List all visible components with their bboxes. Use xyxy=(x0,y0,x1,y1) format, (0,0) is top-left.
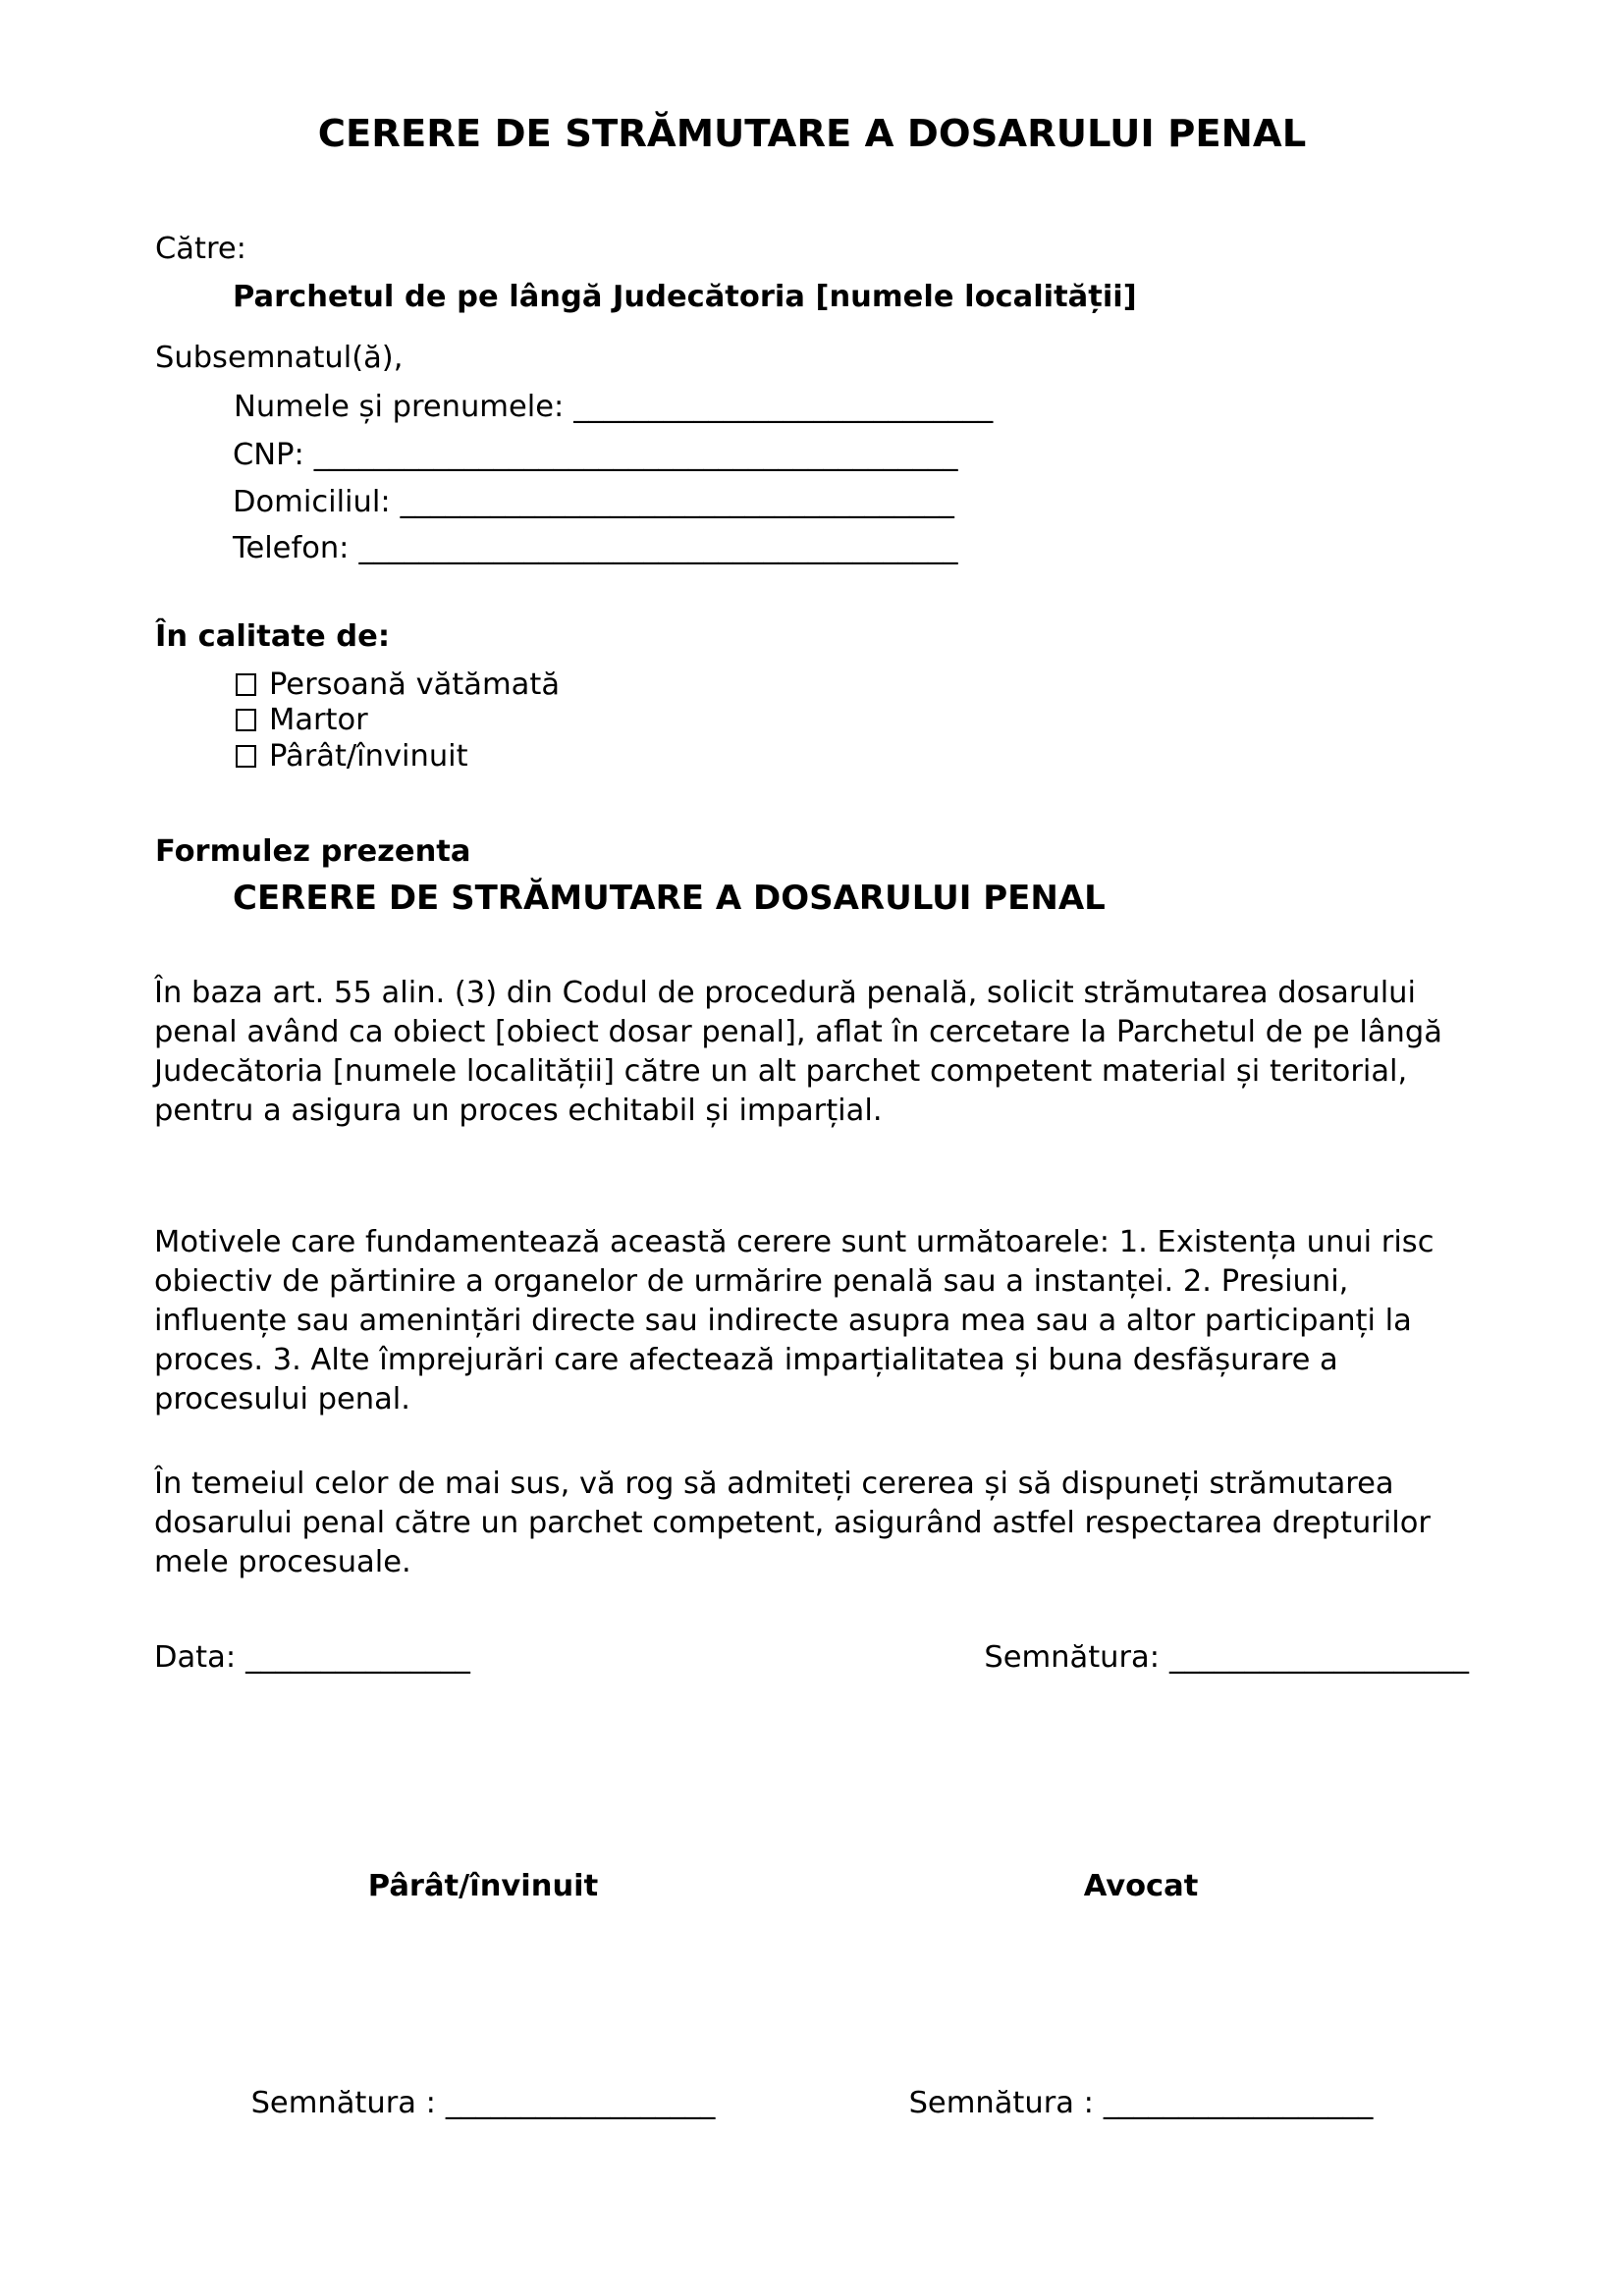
checkbox-icon[interactable] xyxy=(236,745,256,768)
field-phone-blank[interactable]: ________________________________________ xyxy=(358,531,958,565)
lawyer-signature-label: Semnătura : xyxy=(908,2086,1094,2120)
field-phone-label: Telefon: xyxy=(233,531,350,565)
field-address xyxy=(233,485,954,519)
checkbox-icon[interactable] xyxy=(236,709,256,731)
request-intro: Formulez prezenta xyxy=(155,834,471,869)
date-blank[interactable]: _______________ xyxy=(245,1640,470,1675)
capacity-option-label: Persoană vătămată xyxy=(269,667,561,702)
field-cnp-label: CNP: xyxy=(233,438,304,472)
applicant-intro: Subsemnatul(ă), xyxy=(155,341,404,375)
recipient-label: Către: xyxy=(155,232,246,266)
field-name-label: Numele și prenumele: xyxy=(234,390,565,424)
date-field xyxy=(154,1640,470,1675)
field-address-blank[interactable]: _____________________________________ xyxy=(400,485,954,519)
document-title: CERERE DE STRĂMUTARE A DOSARULUI PENAL xyxy=(317,112,1307,156)
capacity-option-label: Pârât/învinuit xyxy=(269,739,468,774)
capacity-option-defendant[interactable] xyxy=(236,739,468,774)
field-cnp-blank[interactable]: ___________________________________________ xyxy=(313,438,958,472)
request-title: CERERE DE STRĂMUTARE A DOSARULUI PENAL xyxy=(233,879,1106,918)
date-signature-row xyxy=(154,1640,1469,1675)
defendant-signature-label: Semnătura : xyxy=(250,2086,436,2120)
lawyer-signature-field xyxy=(812,2086,1470,2120)
signature-roles-row xyxy=(154,1869,1470,1903)
signature-label: Semnătura: xyxy=(984,1640,1160,1675)
field-cnp xyxy=(233,438,958,472)
capacity-option-label: Martor xyxy=(269,703,368,737)
signature-field xyxy=(984,1640,1469,1675)
field-name-blank[interactable]: ____________________________ xyxy=(573,390,994,424)
field-phone xyxy=(233,531,958,565)
paragraph-legal-basis: În baza art. 55 alin. (3) din Codul de procedură penală, solicit strămutarea dosarului penal având ca obiect [obiect dosar penal], aflat în cercetare la Parchetul de pe lângă Judecătoria [numele localității] către un alt parchet competent material și teritorial, pentru a asigura un proces echitabil și imparțial. xyxy=(154,976,1442,1128)
field-address-label: Domiciliul: xyxy=(233,485,391,519)
defendant-signature-field xyxy=(154,2086,812,2120)
paragraph-conclusion: În temeiul celor de mai sus, vă rog să admiteți cererea și să dispuneți strămutarea dosarului penal către un parchet competent, asigurând astfel respectarea drepturilor mele procesuale. xyxy=(154,1467,1431,1579)
role-defendant: Pârât/învinuit xyxy=(367,1869,599,1903)
paragraph-motives: Motivele care fundamentează această cerere sunt următoarele: 1. Existența unui risc obiectiv de părtinire a organelor de urmărire penală sau a instanței. 2. Presiuni, influențe sau amenințări directe sau indirecte asupra mea sau a altor participanți la proces. 3. Alte împrejurări care afectează imparțialitatea și buna desfășurare a procesului penal. xyxy=(154,1225,1435,1416)
role-lawyer: Avocat xyxy=(1083,1869,1199,1903)
lawyer-signature-blank[interactable]: __________________ xyxy=(1103,2086,1374,2120)
signature-blank[interactable]: ____________________ xyxy=(1169,1640,1469,1675)
bottom-signatures-row xyxy=(154,2086,1470,2120)
capacity-option-witness[interactable] xyxy=(236,703,368,737)
capacity-heading: În calitate de: xyxy=(155,619,391,654)
capacity-option-victim[interactable] xyxy=(236,667,561,702)
checkbox-icon[interactable] xyxy=(236,673,256,696)
defendant-signature-blank[interactable]: __________________ xyxy=(445,2086,716,2120)
field-name xyxy=(234,390,994,424)
recipient-value: Parchetul de pe lângă Judecătoria [numele localității] xyxy=(233,280,1137,314)
date-label: Data: xyxy=(154,1640,237,1675)
